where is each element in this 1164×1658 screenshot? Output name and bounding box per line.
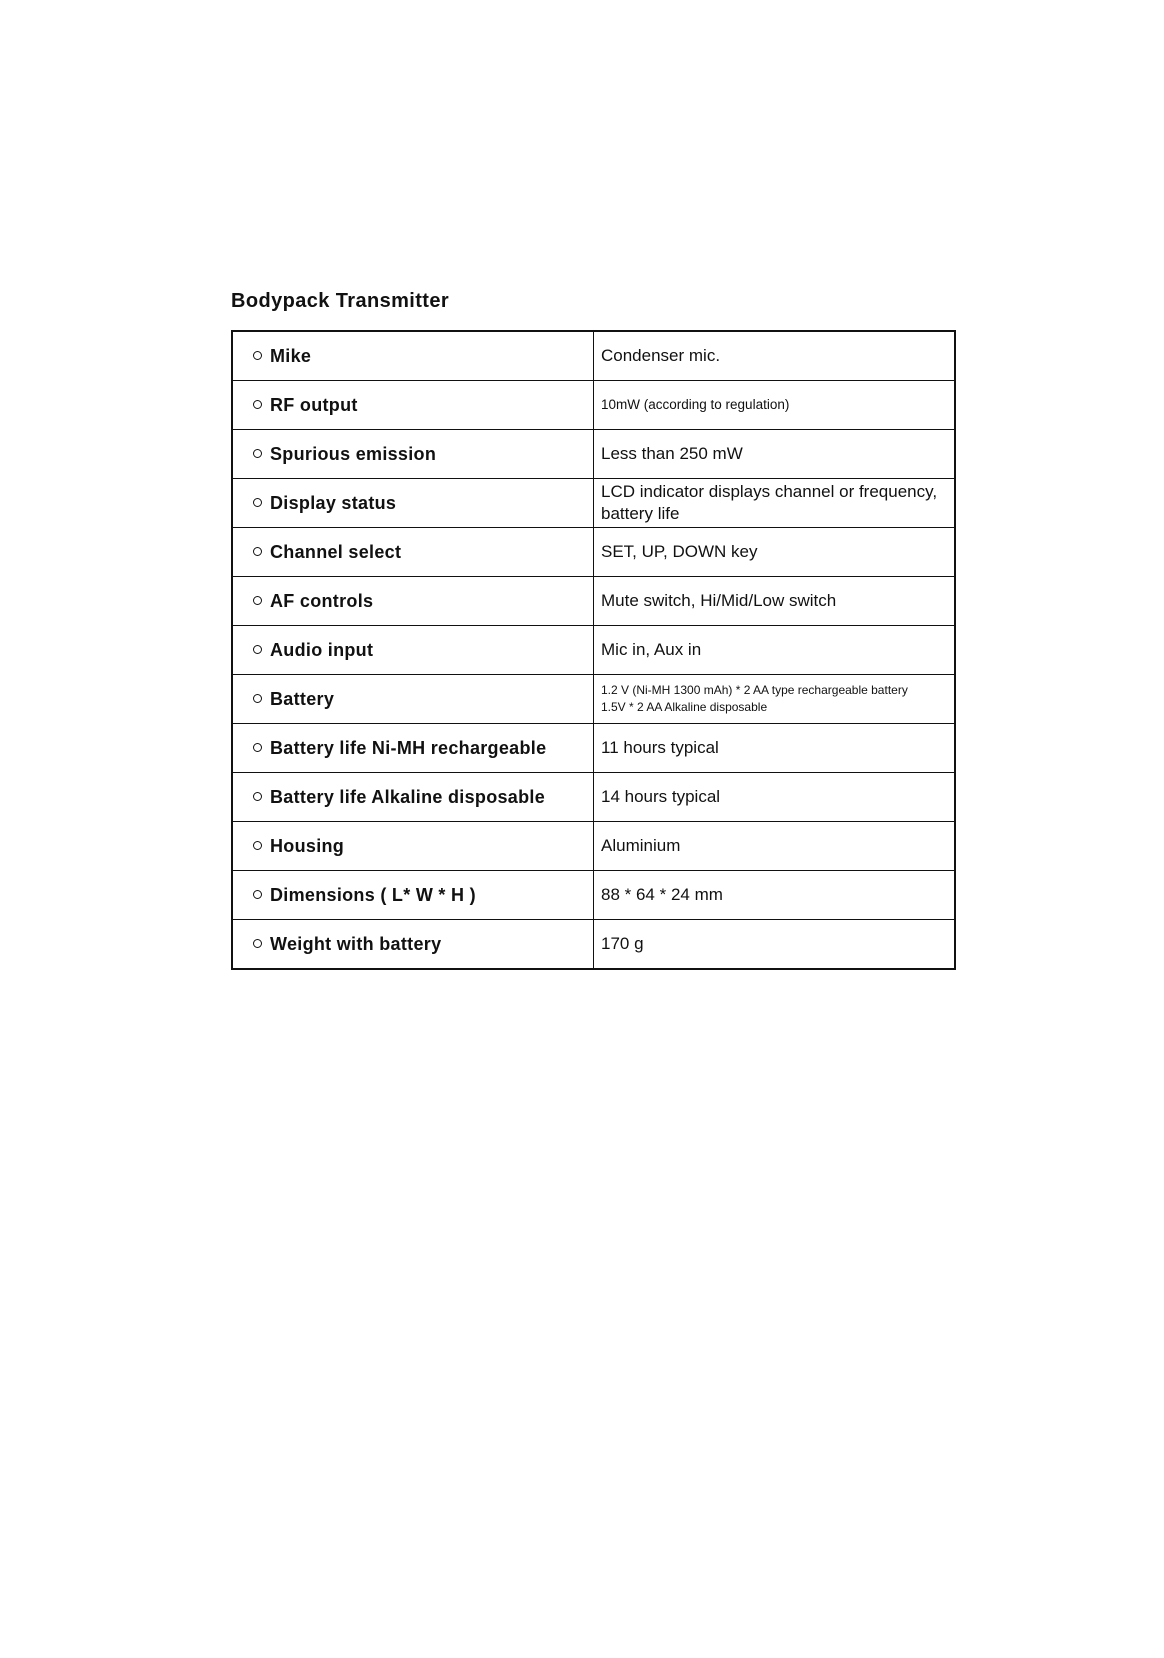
table-row: [232, 773, 955, 822]
spec-label: Audio input: [270, 639, 374, 660]
table-row: [232, 675, 955, 724]
circle-bullet-icon: [253, 596, 262, 605]
circle-bullet-icon: [253, 694, 262, 703]
spec-label-cell: [232, 479, 594, 528]
table-row: [232, 822, 955, 871]
spec-value-cell: [594, 871, 956, 920]
table-row: [232, 430, 955, 479]
spec-value-cell: [594, 430, 956, 479]
spec-label-cell: [232, 626, 594, 675]
spec-label: RF output: [270, 394, 358, 415]
spec-label-cell: [232, 675, 594, 724]
spec-label: Display status: [270, 492, 397, 513]
circle-bullet-icon: [253, 841, 262, 850]
spec-value-line: 1.2 V (Ni-MH 1300 mAh) * 2 AA type rechargeable battery: [601, 683, 908, 697]
circle-bullet-icon: [253, 400, 262, 409]
circle-bullet-icon: [253, 792, 262, 801]
circle-bullet-icon: [253, 351, 262, 360]
spec-value: Mute switch, Hi/Mid/Low switch: [601, 591, 837, 610]
spec-value: SET, UP, DOWN key: [601, 542, 758, 561]
spec-label: Mike: [270, 345, 312, 366]
table-row: [232, 724, 955, 773]
spec-value: Less than 250 mW: [601, 444, 743, 463]
table-row: [232, 381, 955, 430]
spec-value-cell: [594, 724, 956, 773]
spec-label-cell: [232, 577, 594, 626]
spec-value-cell: [594, 381, 956, 430]
spec-value-cell: [594, 479, 956, 528]
spec-value-cell: [594, 773, 956, 822]
spec-value-cell: [594, 331, 956, 381]
spec-value-line: battery life: [601, 504, 680, 523]
spec-value: Mic in, Aux in: [601, 640, 702, 659]
spec-value: Aluminium: [601, 836, 681, 855]
spec-label: Spurious emission: [270, 443, 437, 464]
table-row: [232, 920, 955, 970]
spec-label-cell: [232, 920, 594, 970]
spec-label-cell: [232, 724, 594, 773]
spec-value-line: 1.5V * 2 AA Alkaline disposable: [601, 700, 768, 714]
table-row: [232, 577, 955, 626]
spec-label-cell: [232, 773, 594, 822]
spec-value: 88 * 64 * 24 mm: [601, 885, 723, 904]
spec-label: AF controls: [270, 590, 374, 611]
spec-value: 11 hours typical: [601, 738, 719, 757]
circle-bullet-icon: [253, 743, 262, 752]
spec-value: 14 hours typical: [601, 787, 721, 806]
table-row: [232, 626, 955, 675]
circle-bullet-icon: [253, 939, 262, 948]
spec-value: 170 g: [601, 934, 644, 953]
spec-table: [231, 330, 956, 970]
spec-value: 10mW (according to regulation): [601, 397, 790, 412]
spec-value-cell: [594, 528, 956, 577]
spec-label: Battery: [270, 688, 335, 709]
table-row: [232, 331, 955, 381]
spec-value-cell: [594, 626, 956, 675]
spec-label: Battery life Alkaline disposable: [270, 786, 546, 807]
circle-bullet-icon: [253, 645, 262, 654]
spec-value-cell: [594, 577, 956, 626]
spec-label: Channel select: [270, 541, 402, 562]
spec-label: Dimensions ( L* W * H ): [270, 884, 476, 905]
spec-value-cell: [594, 822, 956, 871]
table-row: [232, 871, 955, 920]
spec-label-cell: [232, 430, 594, 479]
spec-label: Weight with battery: [270, 933, 442, 954]
spec-label-cell: [232, 871, 594, 920]
spec-label: Housing: [270, 835, 345, 856]
spec-value-cell: [594, 920, 956, 970]
table-row: [232, 479, 955, 528]
circle-bullet-icon: [253, 547, 262, 556]
spec-value: Condenser mic.: [601, 346, 721, 365]
spec-label-cell: [232, 331, 594, 381]
spec-label-cell: [232, 381, 594, 430]
spec-label: Battery life Ni-MH rechargeable: [270, 737, 547, 758]
spec-value-cell: [594, 675, 956, 724]
table-row: [232, 528, 955, 577]
circle-bullet-icon: [253, 449, 262, 458]
spec-label-cell: [232, 822, 594, 871]
circle-bullet-icon: [253, 498, 262, 507]
spec-value-line: LCD indicator displays channel or frequency,: [601, 482, 938, 501]
circle-bullet-icon: [253, 890, 262, 899]
page-title: Bodypack Transmitter: [231, 290, 450, 312]
spec-label-cell: [232, 528, 594, 577]
